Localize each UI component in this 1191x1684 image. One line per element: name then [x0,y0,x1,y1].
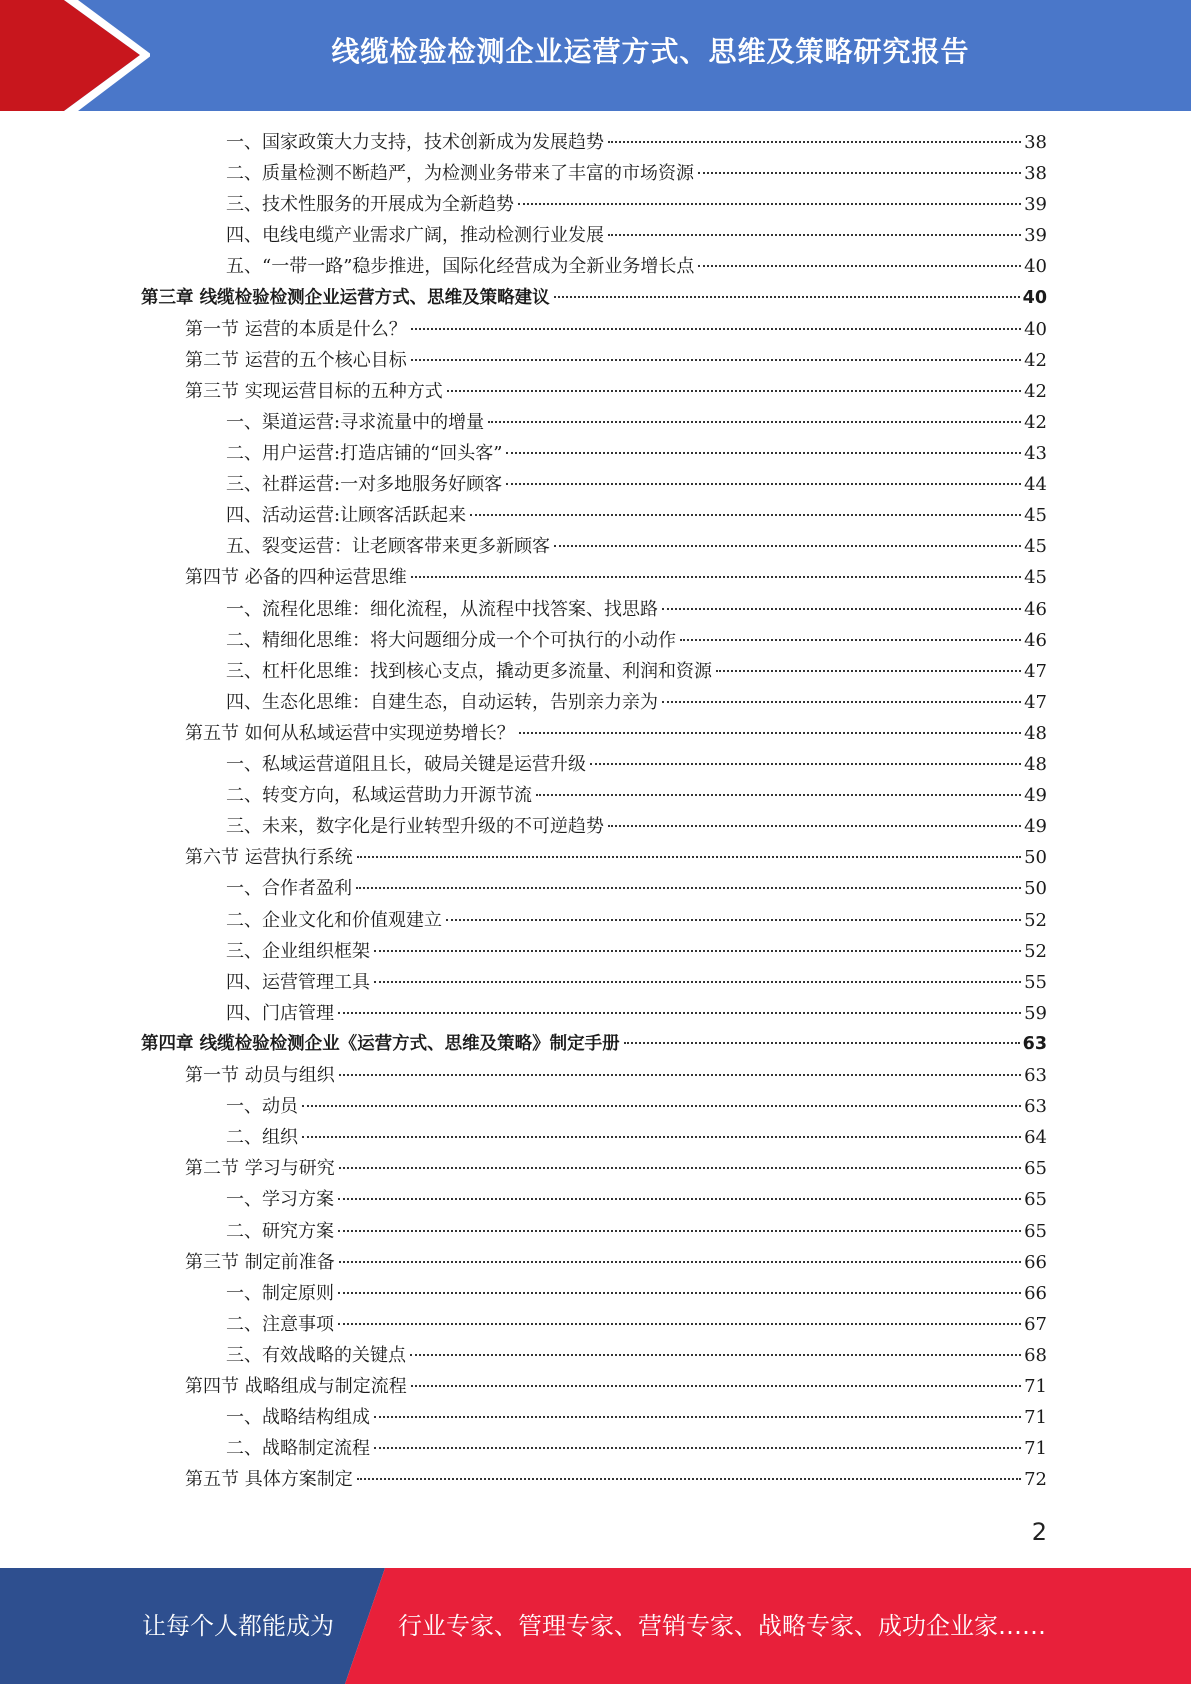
toc-subsection-entry[interactable] [226,1433,1047,1464]
toc-entry-page: 50 [1024,847,1047,869]
toc-subsection-entry[interactable] [226,905,1047,936]
toc-entry-title: 一、私域运营道阻且长，破局关键是运营升级 [226,754,586,775]
toc-entry-page: 65 [1024,1158,1047,1180]
toc-entry-title: 四、活动运营:让顾客活跃起来 [226,505,467,527]
toc-entry-title: 二、注意事项 [226,1313,334,1335]
toc-entry-page: 67 [1024,1313,1047,1335]
toc-section-entry[interactable] [185,1060,1047,1091]
footer-slogan-left: 让每个人都能成为 [142,1612,334,1640]
toc-entry-title: 第三章 线缆检验检测企业运营方式、思维及策略建议 [141,287,550,308]
toc-entry-title: 二、组织 [226,1127,298,1149]
toc-dot-leader [302,1105,1021,1107]
toc-dot-leader [338,1198,1021,1200]
toc-entry-page: 50 [1024,878,1047,900]
toc-entry-page: 46 [1024,598,1047,620]
toc-dot-leader [608,825,1021,827]
toc-entry-page: 45 [1024,505,1047,527]
toc-dot-leader [680,639,1021,641]
toc-dot-leader [590,763,1021,765]
toc-entry-page: 48 [1024,754,1047,775]
toc-subsection-entry[interactable] [226,749,1047,780]
toc-entry-title: 一、国家政策大力支持，技术创新成为发展趋势 [226,132,604,153]
toc-subsection-entry[interactable] [226,220,1047,251]
toc-entry-page: 45 [1024,567,1047,589]
toc-dot-leader [374,981,1021,983]
toc-subsection-entry[interactable] [226,531,1047,562]
toc-entry-title: 三、未来，数字化是行业转型升级的不可逆趋势 [226,816,604,838]
toc-entry-title: 二、转变方向，私域运营助力开源节流 [226,785,532,807]
toc-subsection-entry[interactable] [226,407,1047,438]
toc-entry-title: 第三节 制定前准备 [185,1251,335,1273]
toc-subsection-entry[interactable] [226,158,1047,189]
toc-entry-title: 三、技术性服务的开展成为全新趋势 [226,194,514,216]
toc-subsection-entry[interactable] [226,1184,1047,1215]
toc-entry-title: 第五节 如何从私域运营中实现逆势增长？ [185,722,515,744]
toc-subsection-entry[interactable] [226,873,1047,904]
toc-section-entry[interactable] [185,345,1047,376]
toc-dot-leader [698,172,1021,174]
toc-entry-page: 47 [1024,691,1047,713]
toc-entry-page: 55 [1024,971,1047,993]
toc-entry-title: 三、企业组织框架 [226,940,370,962]
toc-dot-leader [608,234,1021,236]
toc-section-entry[interactable] [185,314,1047,345]
toc-entry-title: 第三节 实现运营目标的五种方式 [185,380,443,402]
toc-chapter-entry[interactable] [141,1029,1047,1060]
toc-dot-leader [446,919,1021,921]
header-arrow-shape [0,0,150,111]
toc-dot-leader [554,296,1020,298]
toc-entry-title: 二、企业文化和价值观建立 [226,909,442,931]
toc-entry-page: 38 [1024,163,1047,185]
toc-dot-leader [338,1292,1021,1294]
toc-entry-page: 39 [1024,194,1047,216]
toc-entry-title: 三、杠杆化思维：找到核心支点，撬动更多流量、利润和资源 [226,660,712,682]
toc-entry-title: 第四节 必备的四种运营思维 [185,567,407,589]
toc-dot-leader [356,887,1021,889]
toc-section-entry[interactable] [185,1371,1047,1402]
toc-subsection-entry[interactable] [226,1340,1047,1371]
toc-subsection-entry[interactable] [226,251,1047,282]
toc-subsection-entry[interactable] [226,1216,1047,1247]
toc-dot-leader [338,1323,1021,1325]
toc-entry-page: 71 [1024,1407,1047,1429]
toc-entry-title: 一、合作者盈利 [226,878,352,900]
toc-dot-leader [518,203,1021,205]
toc-subsection-entry[interactable] [226,469,1047,500]
toc-entry-page: 40 [1024,318,1047,340]
toc-section-entry[interactable] [185,1153,1047,1184]
toc-entry-page: 63 [1022,1033,1047,1054]
toc-entry-page: 66 [1024,1251,1047,1273]
toc-dot-leader [339,1167,1021,1169]
toc-dot-leader [506,452,1021,454]
toc-entry-title: 第一节 运营的本质是什么？ [185,318,407,340]
toc-dot-leader [410,1354,1021,1356]
toc-dot-leader [411,328,1021,330]
toc-section-entry[interactable] [185,562,1047,593]
toc-dot-leader [411,1385,1021,1387]
toc-dot-leader [302,1136,1021,1138]
toc-entry-page: 42 [1024,411,1047,433]
toc-entry-page: 44 [1024,474,1047,496]
toc-entry-title: 五、裂变运营：让老顾客带来更多新顾客 [226,536,550,558]
toc-entry-title: 第四节 战略组成与制定流程 [185,1376,407,1397]
toc-entry-page: 46 [1024,629,1047,651]
toc-subsection-entry[interactable] [226,811,1047,842]
toc-subsection-entry[interactable] [226,967,1047,998]
toc-entry-title: 第六节 运营执行系统 [185,847,353,869]
toc-chapter-entry[interactable] [141,283,1047,314]
toc-entry-title: 第二节 运营的五个核心目标 [185,349,407,371]
toc-entry-title: 二、研究方案 [226,1220,334,1242]
toc-dot-leader [357,856,1021,858]
toc-entry-page: 40 [1022,287,1047,308]
toc-subsection-entry[interactable] [226,594,1047,625]
toc-subsection-entry[interactable] [226,936,1047,967]
toc-dot-leader [608,141,1021,143]
toc-section-entry[interactable] [185,718,1047,749]
toc-entry-title: 一、动员 [226,1096,298,1118]
toc-dot-leader [339,1261,1021,1263]
toc-dot-leader [506,483,1021,485]
toc-dot-leader [339,1074,1021,1076]
toc-subsection-entry[interactable] [226,127,1047,158]
toc-entry-page: 48 [1024,722,1047,744]
toc-entry-page: 65 [1024,1220,1047,1242]
toc-subsection-entry[interactable] [226,656,1047,687]
toc-entry-page: 71 [1024,1376,1047,1397]
toc-dot-leader [374,1447,1021,1449]
footer-slogan-right: 行业专家、管理专家、营销专家、战略专家、成功企业家…… [398,1612,1046,1640]
toc-entry-page: 64 [1024,1127,1047,1149]
toc-entry-title: 一、战略结构组成 [226,1407,370,1429]
toc-entry-title: 第一节 动员与组织 [185,1065,335,1086]
toc-dot-leader [338,1012,1021,1014]
page-header [0,0,1191,111]
toc-entry-title: 第二节 学习与研究 [185,1158,335,1180]
toc-section-entry[interactable] [185,1464,1047,1495]
toc-subsection-entry[interactable] [226,1122,1047,1153]
toc-entry-page: 42 [1024,349,1047,371]
toc-entry-page: 45 [1024,536,1047,558]
toc-entry-title: 二、用户运营:打造店铺的“回头客” [226,443,503,464]
toc-dot-leader [411,359,1021,361]
toc-entry-page: 68 [1024,1344,1047,1366]
toc-entry-title: 二、精细化思维：将大问题细分成一个个可执行的小动作 [226,629,676,651]
toc-dot-leader [716,670,1021,672]
toc-dot-leader [662,701,1021,703]
toc-entry-title: 四、生态化思维：自建生态，自动运转，告别亲力亲为 [226,691,658,713]
toc-entry-title: 第四章 线缆检验检测企业《运营方式、思维及策略》制定手册 [141,1033,620,1054]
toc-entry-page: 43 [1024,443,1047,464]
toc-entry-page: 66 [1024,1282,1047,1304]
toc-entry-page: 52 [1024,940,1047,962]
toc-dot-leader [536,794,1021,796]
toc-entry-page: 63 [1024,1096,1047,1118]
toc-entry-page: 38 [1024,132,1047,153]
toc-entry-title: 二、战略制定流程 [226,1438,370,1460]
toc-section-entry[interactable] [185,1247,1047,1278]
toc-subsection-entry[interactable] [226,500,1047,531]
toc-subsection-entry[interactable] [226,1278,1047,1309]
toc-entry-page: 47 [1024,660,1047,682]
toc-entry-title: 一、制定原则 [226,1282,334,1304]
toc-dot-leader [374,950,1021,952]
toc-dot-leader [357,1478,1021,1480]
toc-entry-page: 52 [1024,909,1047,931]
toc-subsection-entry[interactable] [226,687,1047,718]
toc-entry-title: 第五节 具体方案制定 [185,1469,353,1491]
toc-entry-page: 49 [1024,816,1047,838]
toc-entry-title: 五、“一带一路”稳步推进，国际化经营成为全新业务增长点 [226,256,695,278]
toc-subsection-entry[interactable] [226,998,1047,1029]
toc-subsection-entry[interactable] [226,1091,1047,1122]
toc-entry-title: 三、有效战略的关键点 [226,1344,406,1366]
toc-entry-title: 二、质量检测不断趋严，为检测业务带来了丰富的市场资源 [226,163,694,185]
toc-entry-page: 39 [1024,225,1047,247]
toc-subsection-entry[interactable] [226,1309,1047,1340]
toc-subsection-entry[interactable] [226,189,1047,220]
report-title: 线缆检验检测企业运营方式、思维及策略研究报告 [331,35,970,68]
toc-dot-leader [447,390,1021,392]
toc-section-entry[interactable] [185,376,1047,407]
toc-subsection-entry[interactable] [226,780,1047,811]
toc-entry-page: 59 [1024,1002,1047,1024]
toc-entry-title: 一、流程化思维：细化流程，从流程中找答案、找思路 [226,598,658,620]
toc-entry-title: 四、运营管理工具 [226,971,370,993]
toc-dot-leader [624,1042,1020,1044]
toc-dot-leader [374,1416,1021,1418]
toc-subsection-entry[interactable] [226,625,1047,656]
toc-entry-title: 三、社群运营:一对多地服务好顾客 [226,474,503,496]
page-number: 2 [1031,1518,1047,1546]
page-footer [0,1568,1191,1684]
toc-dot-leader [470,514,1021,516]
toc-entry-page: 49 [1024,785,1047,807]
toc-dot-leader [338,1230,1021,1232]
toc-entry-title: 一、学习方案 [226,1189,334,1211]
toc-entry-title: 四、门店管理 [226,1002,334,1024]
toc-entry-title: 四、电线电缆产业需求广阔，推动检测行业发展 [226,225,604,247]
toc-entry-page: 71 [1024,1438,1047,1460]
toc-dot-leader [662,608,1021,610]
toc-entry-page: 63 [1024,1065,1047,1086]
toc-subsection-entry[interactable] [226,1402,1047,1433]
toc-dot-leader [519,732,1021,734]
toc-subsection-entry[interactable] [226,438,1047,469]
toc-dot-leader [554,545,1021,547]
toc-entry-page: 72 [1024,1469,1047,1491]
toc-dot-leader [411,576,1021,578]
toc-dot-leader [698,265,1021,267]
toc-dot-leader [488,421,1021,423]
toc-entry-page: 40 [1024,256,1047,278]
toc-entry-title: 一、渠道运营:寻求流量中的增量 [226,411,485,433]
toc-section-entry[interactable] [185,842,1047,873]
toc-entry-page: 65 [1024,1189,1047,1211]
toc-entry-page: 42 [1024,380,1047,402]
